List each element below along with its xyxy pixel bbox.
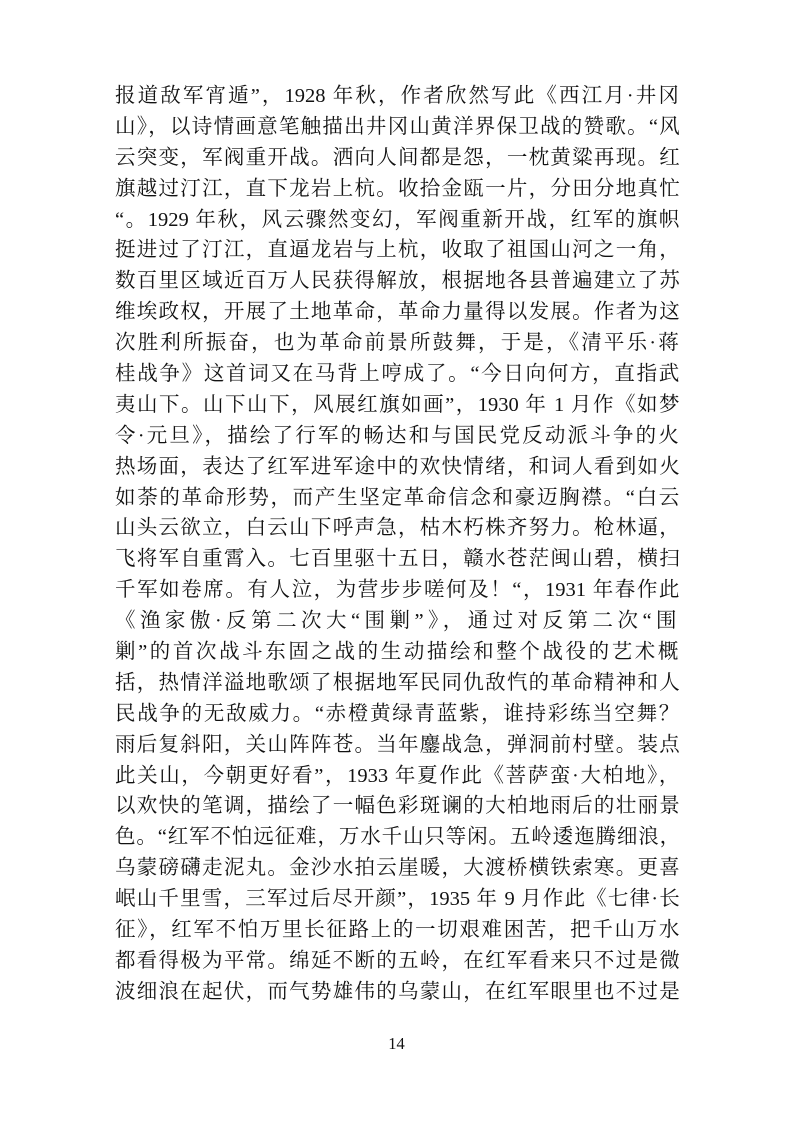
text-line: 热场面，表达了红军进军途中的欢快情绪，和词人看到如火 xyxy=(115,455,681,478)
text-line: 夷山下。山下山下，风展红旗如画”，1930 年 1 月作《如梦 xyxy=(115,393,681,416)
text-line: 都看得极为平常。绵延不断的五岭，在红军看来只不过是微 xyxy=(115,949,681,972)
text-line: 《渔家傲·反第二次大“围剿”》，通过对反第二次“围 xyxy=(115,610,681,633)
text-line: 挺进过了汀江，直逼龙岩与上杭，收取了祖国山河之一角， xyxy=(115,239,681,262)
body-text xyxy=(115,81,681,1008)
text-line: 次胜利所振奋，也为革命前景所鼓舞，于是，《清平乐·蒋 xyxy=(115,332,681,355)
text-line: 数百里区域近百万人民获得解放，根据地各县普遍建立了苏 xyxy=(115,270,681,293)
text-line: 如荼的革命形势，而产生坚定革命信念和豪迈胸襟。“白云 xyxy=(115,486,681,509)
text-line: 岷山千里雪，三军过后尽开颜”，1935 年 9 月作此《七律·长 xyxy=(115,888,681,911)
text-line: 乌蒙磅礴走泥丸。金沙水拍云崖暖，大渡桥横铁索寒。更喜 xyxy=(115,857,681,880)
text-line: 波细浪在起伏，而气势雄伟的乌蒙山，在红军眼里也不过是 xyxy=(115,980,681,1003)
text-line: 雨后复斜阳，关山阵阵苍。当年鏖战急，弹洞前村壁。装点 xyxy=(115,733,681,756)
text-line: 征》，红军不怕万里长征路上的一切艰难困苦，把千山万水 xyxy=(115,919,681,942)
text-line: 山头云欲立，白云山下呼声急，枯木朽株齐努力。枪林逼， xyxy=(115,517,681,540)
text-line: 山》，以诗情画意笔触描出井冈山黄洋界保卫战的赞歌。“风 xyxy=(115,115,681,138)
text-line: 千军如卷席。有人泣，为营步步嗟何及！“，1931 年春作此 xyxy=(115,579,681,602)
text-line: 桂战争》这首词又在马背上哼成了。“今日向何方，直指武 xyxy=(115,363,681,386)
text-line: 飞将军自重霄入。七百里驱十五日，赣水苍茫闽山碧，横扫 xyxy=(115,548,681,571)
text-line: 色。“红军不怕远征难，万水千山只等闲。五岭逶迤腾细浪， xyxy=(115,826,681,849)
text-line: 以欢快的笔调，描绘了一幅色彩斑谰的大柏地雨后的壮丽景 xyxy=(115,795,681,818)
page-number: 14 xyxy=(388,1034,405,1053)
text-line: 云突变，军阀重开战。洒向人间都是怨，一枕黄粱再现。红 xyxy=(115,146,681,169)
text-line: 剿”的首次战斗东固之战的生动描绘和整个战役的艺术概 xyxy=(115,641,681,664)
text-line: 维埃政权，开展了土地革命，革命力量得以发展。作者为这 xyxy=(115,301,681,324)
text-line: 民战争的无敌威力。“赤橙黄绿青蓝紫，谁持彩练当空舞？ xyxy=(115,702,681,725)
text-line: 旗越过汀江，直下龙岩上杭。收拾金瓯一片，分田分地真忙 xyxy=(115,177,681,200)
text-line: 括，热情洋溢地歌颂了根据地军民同仇敌忾的革命精神和人 xyxy=(115,671,681,694)
text-line: 令·元旦》，描绘了行军的畅达和与国民党反动派斗争的火 xyxy=(115,424,681,447)
text-line: “。1929 年秋，风云骤然变幻，军阀重新开战，红军的旗帜 xyxy=(115,208,681,231)
text-line: 此关山，今朝更好看”，1933 年夏作此《菩萨蛮·大柏地》， xyxy=(115,764,681,787)
text-line: 报道敌军宵遁”，1928 年秋，作者欣然写此《西江月·井冈 xyxy=(115,85,681,107)
